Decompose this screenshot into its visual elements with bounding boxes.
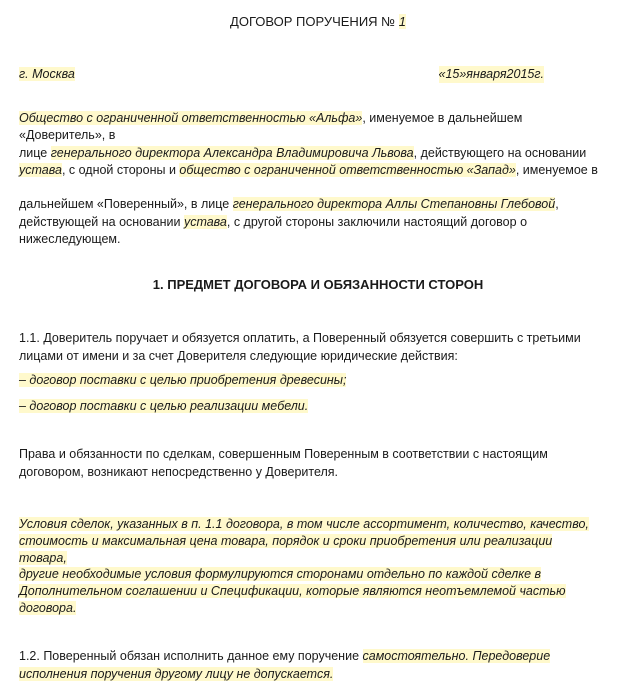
intro-line-6: [19, 214, 527, 231]
intro-line-2: [19, 127, 115, 144]
intro-text: , с другой стороны заключили настоящий договор о: [226, 215, 528, 229]
intro-text: ,: [555, 197, 559, 211]
intro-line-7: [19, 231, 121, 248]
rights-line-1: Права и обязанности по сделкам, совершенным Поверенным в соответствии с настоящим: [19, 447, 548, 461]
title-text: ДОГОВОР ПОРУЧЕНИЯ №: [230, 14, 399, 29]
intro-text: , действующего на основании: [413, 146, 587, 160]
intro-line-1: [19, 110, 522, 127]
section-1-title: 1. ПРЕДМЕТ ДОГОВОРА И ОБЯЗАННОСТИ СТОРОН: [152, 277, 484, 292]
conditions-text: товара,: [19, 551, 67, 565]
conditions-line-1: [19, 516, 589, 533]
conditions-text: договора.: [19, 601, 77, 615]
clause-1-2-line-1: [19, 648, 550, 665]
conditions-text: стоимость и максимальная цена товара, порядок и сроки приобретения или реализации: [19, 534, 553, 548]
intro-text: действующей на основании: [19, 215, 184, 229]
intro-text: лице: [19, 146, 51, 160]
agent-name: общество с ограниченной ответственностью «Запад»: [179, 163, 516, 177]
intro-text: «Доверитель», в: [19, 128, 116, 142]
intro-line-5: [19, 196, 559, 213]
intro-text: нижеследующем.: [19, 232, 121, 246]
conditions-text: Условия сделок, указанных в п. 1.1 договора, в том числе ассортимент, количество, качество,: [19, 517, 589, 531]
conditions-line-6: [19, 600, 76, 617]
conditions-text: Дополнительном соглашении и Спецификации, которые являются неотъемлемой частью: [19, 584, 566, 598]
clause-1-2-line-2: [19, 666, 333, 683]
principal-director: генерального директора Александра Владимировича Львова: [50, 146, 414, 160]
clause-highlight: самостоятельно. Передоверие: [362, 649, 551, 663]
list-item: [19, 398, 308, 415]
rights-line-2: договором, возникают непосредственно у Доверителя.: [19, 465, 339, 479]
city-line: [19, 66, 75, 83]
contract-date: «15»января2015г.: [438, 67, 544, 81]
clause-highlight: исполнения поручения другому лицу не допускается.: [19, 667, 334, 681]
conditions-line-2: [19, 533, 552, 550]
list-item-text: – договор поставки с целью приобретения древесины;: [19, 373, 347, 387]
list-item: [19, 372, 346, 389]
city: г. Москва: [19, 67, 75, 81]
clause-1-1-line-1: 1.1. Доверитель поручает и обязуется оплатить, а Поверенный обязуется совершить с третьими: [19, 331, 581, 345]
conditions-line-4: [19, 566, 541, 583]
conditions-line-5: [19, 583, 566, 600]
contract-number: 1: [398, 14, 406, 29]
intro-text: , именуемое в дальнейшем: [362, 111, 523, 125]
intro-line-3: [19, 145, 586, 162]
conditions-line-3: [19, 550, 67, 567]
list-item-text: – договор поставки с целью реализации мебели.: [19, 399, 309, 413]
intro-text: дальнейшем «Поверенный», в лице: [19, 197, 233, 211]
principal-name: Общество с ограниченной ответственностью «Альфа»: [19, 111, 363, 125]
document-title: [0, 14, 636, 29]
conditions-text: другие необходимые условия формулируются сторонами отдельно по каждой сделке в: [19, 567, 542, 581]
intro-text: , именуемое в: [515, 163, 598, 177]
clause-1-1-line-2: лицами от имени и за счет Доверителя следующие юридические действия:: [19, 349, 458, 363]
intro-line-4: [19, 162, 598, 179]
principal-basis: устава: [19, 163, 62, 177]
agent-basis: устава: [183, 215, 227, 229]
intro-text: , с одной стороны и: [61, 163, 180, 177]
clause-text: 1.2. Поверенный обязан исполнить данное ему поручение: [19, 649, 363, 663]
agent-director: генерального директора Аллы Степановны Глебовой: [232, 197, 556, 211]
